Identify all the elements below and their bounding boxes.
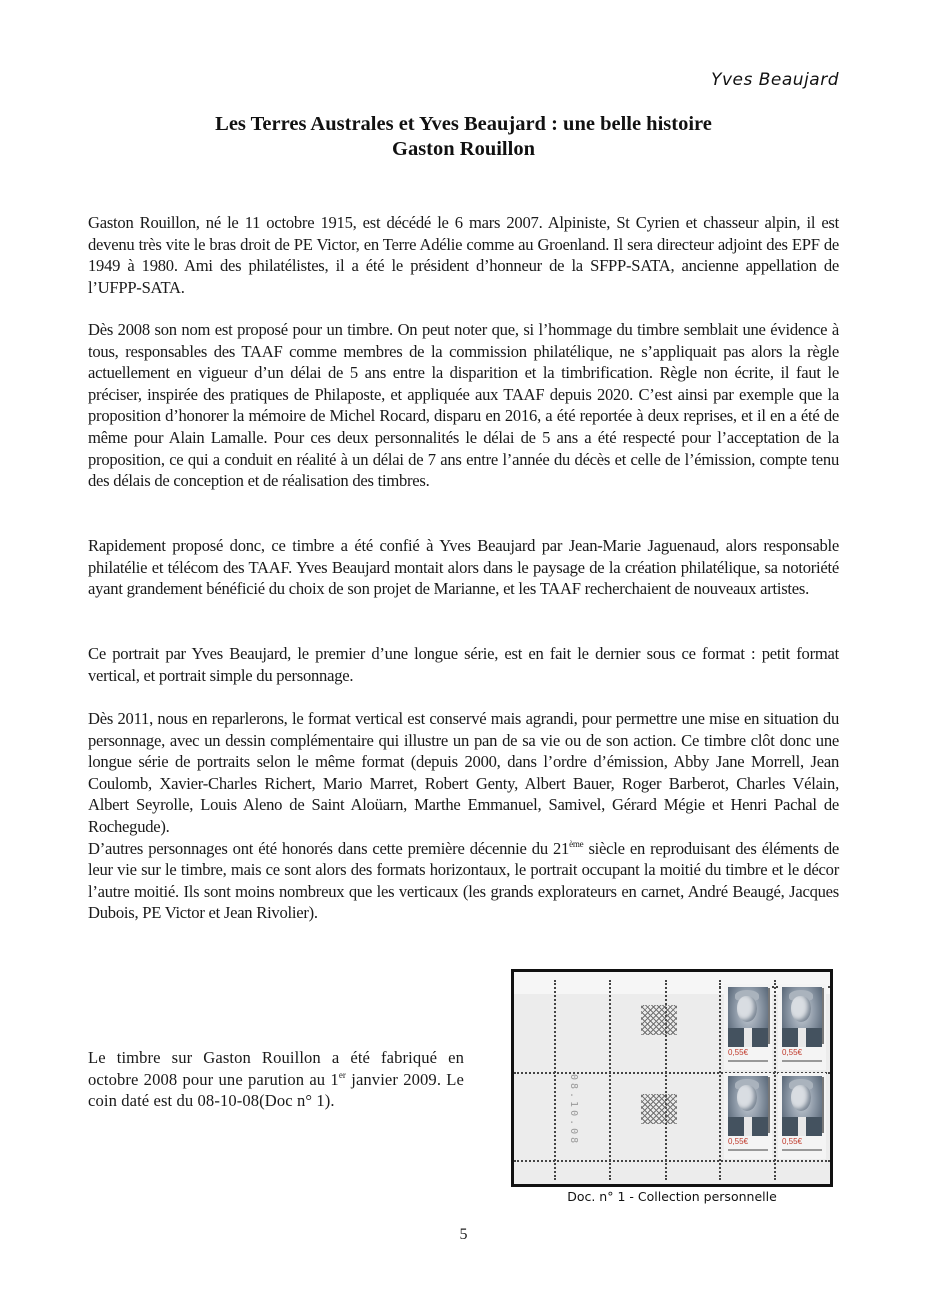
paragraph-3	[88, 535, 839, 600]
stamp	[778, 984, 826, 1070]
stamp-price: 0,55€	[728, 1137, 749, 1146]
page-number: 5	[459, 1226, 468, 1243]
paragraph-text: Ce portrait par Yves Beaujard, le premier d’une longue série, est en fait le dernier sous ce format : petit format vertical, et portrait simple du personnage.	[88, 644, 839, 685]
stamp-price: 0,55€	[782, 1137, 803, 1146]
paragraph-2	[88, 319, 839, 492]
paragraph-text: Le timbre sur Gaston Rouillon a été fabriqué en octobre 2008 pour une parution au 1	[88, 1048, 464, 1089]
paragraph-4	[88, 643, 839, 686]
paragraph-text: Gaston Rouillon, né le 11 octobre 1915, est décédé le 6 mars 2007. Alpiniste, St Cyrien et chasseur alpin, il est devenu très vite le bras droit de PE Victor, en Terre Adélie comme au Groenland. Il sera directeur adjoint des EPF de 1949 à 1980. Ami des philatélistes, il a été le président d’honneur de la SFPP-SATA, ancienne appellation de l’UFPP-SATA.	[88, 213, 839, 297]
portrait-icon	[791, 1085, 811, 1111]
paragraph-text: Dès 2008 son nom est proposé pour un timbre. On peut noter que, si l’hommage du timbre semblait une évidence à tous, responsables des TAAF comme membres de la commission philatélique, ne s’appliquait pas alors la règle actuellement en vigueur d’un délai de 5 ans entre la disparition et la timbrification. Règle non écrite, il faut le préciser, inspirée des pratiques de Philaposte, et appliquée aux TAAF depuis 2020. C’est ainsi par exemple que la proposition d’honorer la mémoire de Michel Rocard, disparu en 2016, a été reportée à deux reprises, et il en a été de même pour Alain Lamalle. Pour ces deux personnalités le délai de 5 ans a été respecté pour l’acceptation de la proposition, ce qui a conduit en réalité à un délai de 7 ans entre l’année du décès et celle de l’émission, compte tenu des délais de conception et de réalisation des timbres.	[88, 320, 839, 491]
perforation-line	[554, 980, 556, 1180]
paragraph-5	[88, 708, 839, 924]
figure-caption: Doc. n° 1 - Collection personnelle	[567, 1189, 777, 1204]
security-pattern	[641, 1005, 677, 1035]
paragraph-1	[88, 212, 839, 298]
stamp-price: 0,55€	[728, 1048, 749, 1057]
perforation-line	[609, 980, 611, 1180]
portrait-icon	[791, 996, 811, 1022]
stamp	[724, 984, 772, 1070]
paragraph-text: Dès 2011, nous en reparlerons, le format vertical est conservé mais agrandi, pour permettre une mise en situation du personnage, avec un dessin complémentaire qui illustre un pan de sa vie ou de son action. Ce timbre clôt donc une longue série de portraits selon le même format (depuis 2000, dans l’ordre d’émission, Abby Jane Morrell, Jean Coulomb, Xavier-Charles Richert, Mario Marret, Robert Genty, Albert Bauer, Roger Barberot, Charles Vélain, Albert Seyrolle, Louis Aleno de Saint Aloüarn, Marthe Emmanuel, Samivel, Gérard Mégie et Henri Pachal de Rochegude).	[88, 709, 839, 836]
perforation-line	[719, 980, 721, 1180]
superscript: er	[338, 1069, 347, 1080]
stamp-sheet-image	[511, 969, 833, 1187]
article-title-line-1: Les Terres Australes et Yves Beaujard : une belle histoire	[215, 113, 712, 135]
paragraph-text: D’autres personnages ont été honorés dans cette première décennie du 21	[88, 838, 570, 858]
portrait-icon	[737, 1085, 757, 1111]
article-title-line-2: Gaston Rouillon	[392, 138, 535, 160]
perforation-line	[774, 980, 776, 1180]
paragraph-text: Rapidement proposé donc, ce timbre a été confié à Yves Beaujard par Jean-Marie Jaguenaud, alors responsable philatélie et télécom des TAAF. Yves Beaujard montait alors dans le paysage de la création philatélique, sa notoriété ayant grandement bénéficié du choix de son projet de Marianne, et les TAAF recherchaient de nouveaux artistes.	[88, 536, 839, 599]
paragraph-text: siècle en reproduisant des éléments de leur vie sur le timbre, mais ce sont alors des formats horizontaux, le portrait occupant la moitié du timbre et le décor l’autre moitié. Ils sont moins nombreux que les verticaux (les grands explorateurs en carnet, André Beaugé, Jacques Dubois, PE Victor et Jean Rivolier).	[88, 838, 839, 923]
article-title	[0, 112, 927, 162]
paragraph-6	[88, 838, 839, 924]
stamp	[778, 1073, 826, 1159]
figure-description	[88, 1047, 464, 1112]
stamp-price: 0,55€	[782, 1048, 803, 1057]
stamp	[724, 1073, 772, 1159]
perforation-line	[514, 1160, 830, 1162]
superscript: ème	[569, 838, 584, 849]
running-header-author: Yves Beaujard	[711, 70, 839, 90]
paragraph-text: janvier 2009. Le coin daté est du 08-10-08(Doc n° 1).	[88, 1069, 464, 1111]
security-pattern	[641, 1094, 677, 1124]
printing-date-mark: 08.10.08	[568, 1074, 579, 1147]
portrait-icon	[737, 996, 757, 1022]
